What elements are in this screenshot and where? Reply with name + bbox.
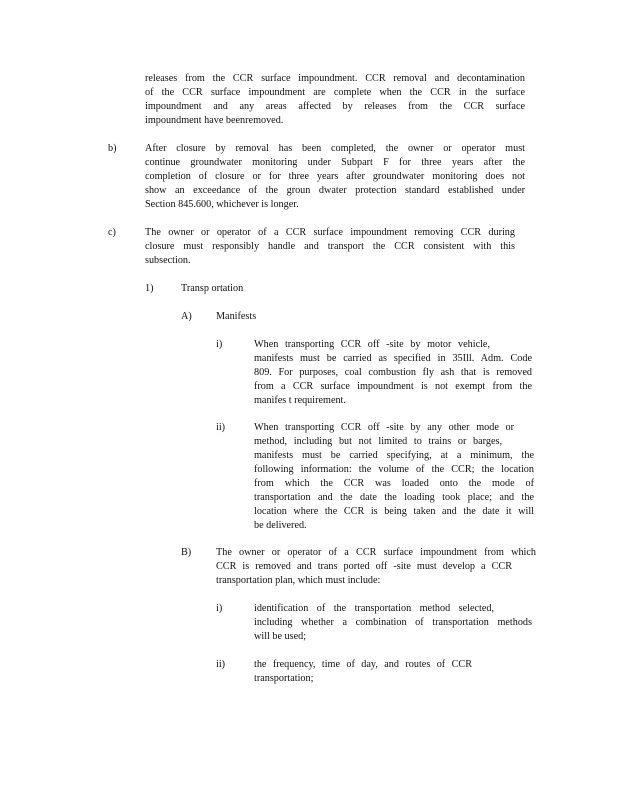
text-line: When transporting CCR off -site by any other mode or	[254, 422, 514, 433]
item-b-label: b)	[108, 143, 117, 154]
text-line: releases from the CCR surface impoundment. CCR removal and decontamination	[145, 73, 525, 84]
text-line: manifests must be carried specifying, at a minimum, the	[254, 450, 534, 461]
text-line: impoundment have beenremoved.	[145, 115, 284, 126]
text-line: When transporting CCR off -site by motor vehicle,	[254, 339, 490, 350]
text-line: The owner or operator of a CCR surface impoundment removing CCR during	[145, 227, 515, 238]
item-b-paragraph	[145, 142, 525, 212]
text-line: completion of closure or for three years after groundwater monitoring does not	[145, 171, 525, 182]
text-line: impoundment and any areas affected by releases from the CCR surface	[145, 101, 525, 112]
text-line: the frequency, time of day, and routes of CCR	[254, 659, 472, 670]
text-line: including whether a combination of transportation methods	[254, 617, 532, 628]
item-A-i-paragraph	[254, 338, 532, 408]
item-1-heading: Transp ortation	[181, 283, 244, 294]
text-line: manifes t requirement.	[254, 395, 346, 406]
text-line: method, including but not limited to trains or barges,	[254, 436, 502, 447]
item-B-i-paragraph	[254, 602, 532, 644]
text-line: from which the CCR was loaded onto the mode of	[254, 478, 534, 489]
text-line: The owner or operator of a CCR surface impoundment from which	[216, 547, 536, 558]
text-line: manifests must be carried as specified in 35Ill. Adm. Code	[254, 353, 532, 364]
text-line: Section 845.600, whichever is longer.	[145, 199, 299, 210]
item-A-heading: Manifests	[216, 311, 257, 322]
item-B-ii-paragraph	[254, 658, 532, 686]
item-B-ii-label: ii)	[216, 659, 226, 670]
item-A-label: A)	[181, 311, 192, 322]
item-c-label: c)	[108, 227, 116, 238]
item-A-i-label: i)	[216, 339, 223, 350]
item-A-ii-paragraph	[254, 421, 534, 533]
text-line: closure must responsibly handle and transport the CCR consistent with this	[145, 241, 515, 252]
text-line: following information: the volume of the CCR; the location	[254, 464, 534, 475]
item-B-label: B)	[181, 547, 192, 558]
text-line: subsection.	[145, 255, 191, 266]
text-line: transportation plan, which must include:	[216, 575, 381, 586]
text-line: continue groundwater monitoring under Subpart F for three years after the	[145, 157, 525, 168]
item-B-paragraph	[216, 546, 536, 588]
text-line: show an exceedance of the groun dwater protection standard established under	[145, 185, 525, 196]
text-line: identification of the transportation method selected,	[254, 603, 494, 614]
text-line: transportation;	[254, 673, 314, 684]
text-line: 809. For purposes, coal combustion fly ash that is removed	[254, 367, 532, 378]
item-1-label: 1)	[145, 283, 154, 294]
item-A-ii-label: ii)	[216, 422, 226, 433]
continuation-paragraph	[145, 72, 525, 128]
text-line: be delivered.	[254, 520, 307, 531]
item-B-i-label: i)	[216, 603, 223, 614]
text-line: from a CCR surface impoundment is not exempt from the	[254, 381, 532, 392]
text-line: location where the CCR is being taken and the date it will	[254, 506, 534, 517]
text-line: CCR is removed and trans ported off -site must develop a CCR	[216, 561, 512, 572]
text-line: After closure by removal has been completed, the owner or operator must	[145, 143, 525, 154]
text-line: will be used;	[254, 631, 307, 642]
text-line: of the CCR surface impoundment are complete when the CCR in the surface	[145, 87, 525, 98]
item-c-paragraph	[145, 226, 515, 268]
text-line: transportation and the date the loading took place; and the	[254, 492, 534, 503]
